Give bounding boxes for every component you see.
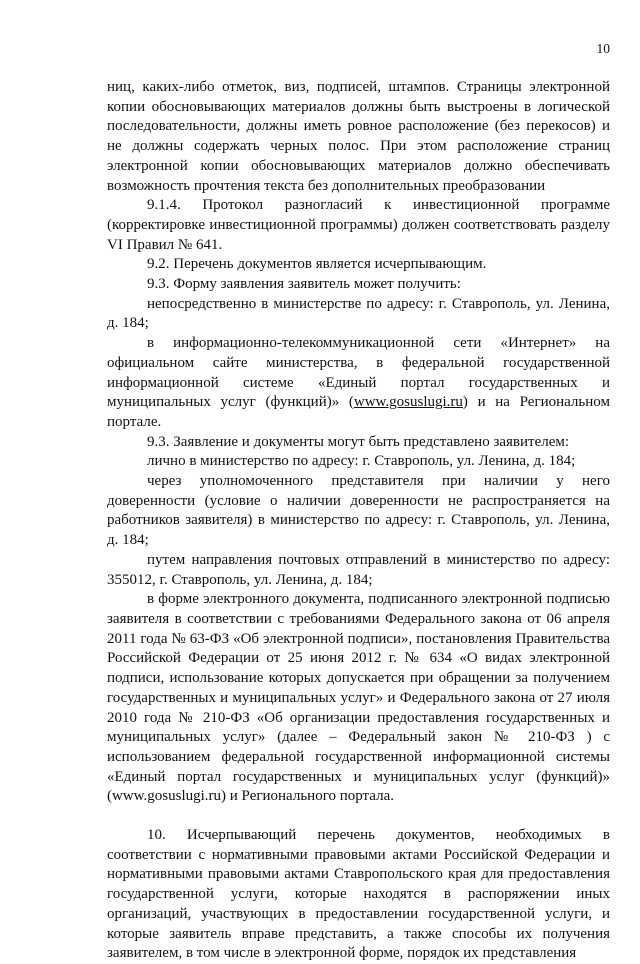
paragraph-10: 10. Исчерпывающий перечень документов, необходимых в соответствии с нормативными правовыми актами Российской Федерации и нормативными правовыми актами Ставропольского края для предоставления государственной услуги, которые находятся в распоряжении иных организаций, участвующих в предоставлении государственной услуги, и которые заявитель вправе представить, а также способы их получения заявителем, в том числе в электронной форме, порядок их представления bbox=[107, 827, 610, 962]
paragraph-ministry-address: непосредственно в министерстве по адресу: г. Ставрополь, ул. Ленина, д. 184; bbox=[107, 295, 610, 332]
paragraph-electronic: в форме электронного документа, подписанного электронной подписью заявителя в соответствии с требованиями Федерального закона от 06 апреля 2011 года № 63-ФЗ «Об электронной подписи», постановления Правительства Российской Федерации от 25 июня 2012 г. № 634 «О видах электронной подписи, использование которых допускается при обращении за получением государственных и муниципальных услуг» и Федерального закона от 27 июля 2010 года № 210-ФЗ «Об организации предоставления государственных и муниципальных услуг» (далее – Федеральный закон № 210-ФЗ ) с использованием федеральной государственной информационной системы «Единый портал государственных и муниципальных услуг (функций)» (www.gosuslugi.ru) и Регионального портала. bbox=[107, 591, 610, 805]
gosuslugi-link[interactable]: www.gosuslugi.ru bbox=[353, 394, 463, 411]
paragraph-internet-text: в информационно-телекоммуникационной сети «Интернет» на официальном сайте министерства, в федеральной государственной информационной системе «Единый портал государственных и муниципальных услуг (функций)» ( bbox=[107, 335, 610, 411]
paragraph-9-1-4: 9.1.4. Протокол разногласий к инвестиционной программе (корректировке инвестиционной программы) должен соответствовать разделу VI Правил № 641. bbox=[107, 197, 610, 253]
paragraph-continuation: ниц, каких-либо отметок, виз, подписей, штампов. Страницы электронной копии обосновывающих материалов должны быть выстроены в логической последовательности, должны иметь ровное расположение (без перекосов) и не должны содержать черных полос. При этом расположение страниц электронной копии обосновывающих материалов должно обеспечивать возможность прочтения текста без дополнительных преобразовании bbox=[107, 79, 610, 194]
paragraph-representative: через уполномоченного представителя при наличии у него доверенности (условие о наличии доверенности не распространяется на работников заявителя) в министерство по адресу: г. Ставрополь, ул. Ленина, д. 184; bbox=[107, 473, 610, 549]
paragraph-in-person: лично в министерство по адресу: г. Ставрополь, ул. Ленина, д. 184; bbox=[147, 453, 576, 470]
page-number: 10 bbox=[596, 41, 610, 56]
paragraph-internet-text-end: ) и на Региональном портале. bbox=[107, 394, 610, 430]
document-body bbox=[107, 78, 610, 964]
paragraph-9-3-form: 9.3. Форму заявления заявитель может получить: bbox=[147, 276, 461, 293]
paragraph-9-2: 9.2. Перечень документов является исчерпывающим. bbox=[147, 256, 487, 273]
paragraph-9-3-submission: 9.3. Заявление и документы могут быть представлено заявителем: bbox=[147, 433, 570, 450]
paragraph-postal: путем направления почтовых отправлений в министерство по адресу: 355012, г. Ставрополь, ул. Ленина, д. 184; bbox=[107, 551, 610, 588]
paragraph-internet bbox=[107, 334, 610, 433]
